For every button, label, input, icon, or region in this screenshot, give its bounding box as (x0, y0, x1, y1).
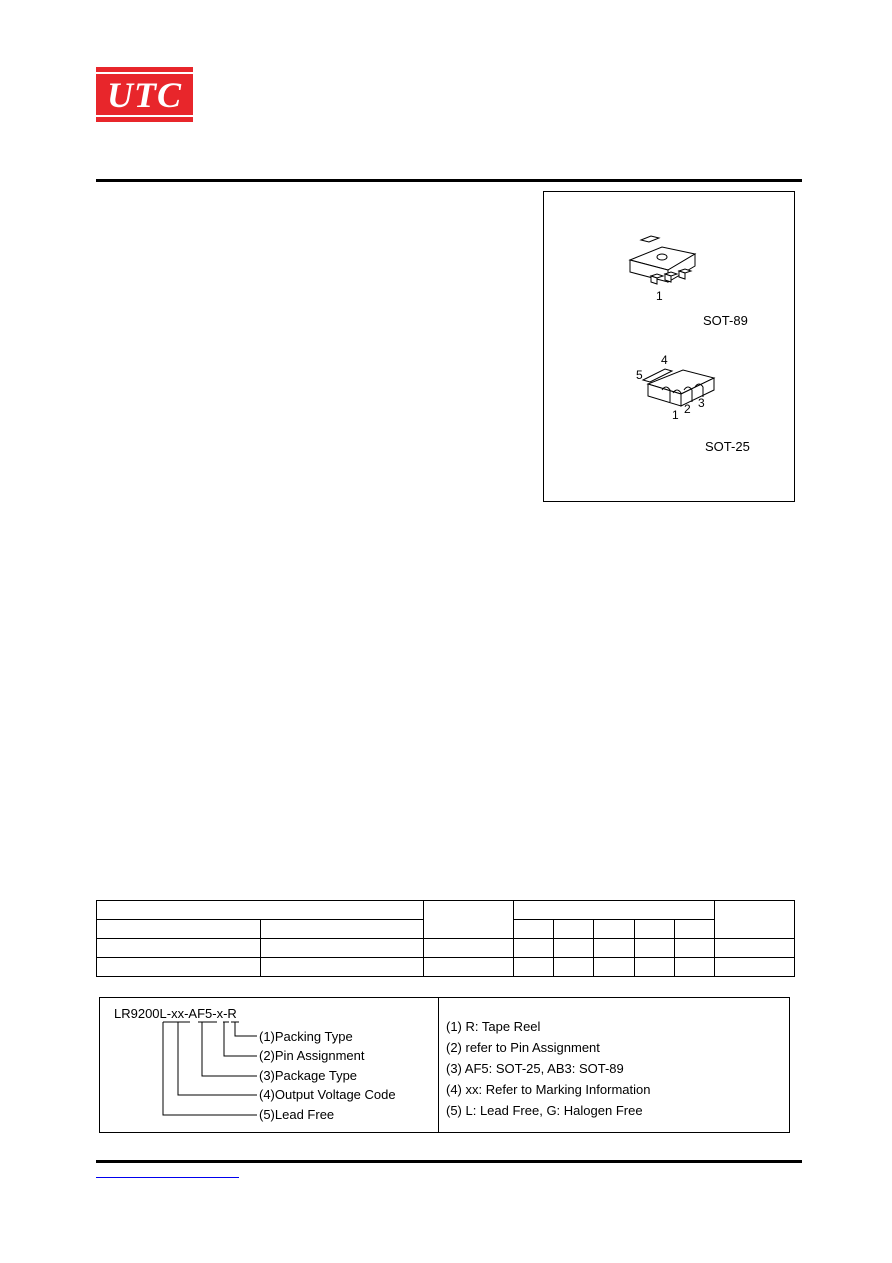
table-cell (715, 939, 795, 958)
table-cell (261, 958, 424, 977)
table-cell (97, 958, 261, 977)
table-cell (635, 939, 675, 958)
sot89-pin1-label: 1 (656, 289, 663, 303)
sot25-pin3-label: 3 (698, 396, 705, 410)
table-cell (554, 939, 594, 958)
ordering-table (96, 900, 795, 977)
part-field-3: (3)Package Type (259, 1068, 358, 1083)
table-cell (715, 901, 795, 939)
sot89-drawing (630, 236, 695, 284)
part-field-2: (2)Pin Assignment (259, 1048, 365, 1063)
table-cell (261, 939, 424, 958)
table-cell (675, 939, 715, 958)
header-rule (96, 179, 802, 182)
sot25-pin4-label: 4 (661, 353, 668, 367)
table-cell (594, 920, 635, 939)
part-note-4: (4) xx: Refer to Marking Information (446, 1082, 651, 1097)
table-cell (514, 958, 554, 977)
table-cell (97, 939, 261, 958)
part-number-code: LR9200L-xx-AF5-x-R (114, 1006, 237, 1021)
sot25-pin5-label: 5 (636, 368, 643, 382)
table-cell (261, 920, 424, 939)
sot25-pin1-label: 1 (672, 408, 679, 422)
table-cell (424, 901, 514, 939)
sot25-pin2-label: 2 (684, 402, 691, 416)
sot25-label: SOT-25 (705, 439, 750, 454)
footer-link-underline[interactable] (96, 1177, 239, 1178)
table-cell (635, 958, 675, 977)
table-cell (514, 939, 554, 958)
part-field-5: (5)Lead Free (259, 1107, 335, 1122)
table-row (97, 939, 795, 958)
utc-logo (96, 67, 193, 122)
part-field-1: (1)Packing Type (259, 1029, 353, 1044)
table-cell (554, 920, 594, 939)
part-number-box (99, 997, 790, 1133)
table-row (97, 958, 795, 977)
table-cell (675, 958, 715, 977)
logo-stripe-top (96, 72, 193, 74)
package-drawings (544, 192, 794, 501)
part-note-2: (2) refer to Pin Assignment (446, 1040, 600, 1055)
part-field-4: (4)Output Voltage Code (259, 1087, 396, 1102)
part-number-divider (438, 998, 439, 1132)
table-cell (594, 939, 635, 958)
footer-rule (96, 1160, 802, 1163)
table-cell (97, 901, 424, 920)
table-cell (514, 920, 554, 939)
table-cell (675, 920, 715, 939)
table-cell (635, 920, 675, 939)
table-cell (424, 958, 514, 977)
part-note-3: (3) AF5: SOT-25, AB3: SOT-89 (446, 1061, 624, 1076)
package-box (543, 191, 795, 502)
logo-stripe-bottom (96, 115, 193, 117)
table-cell (594, 958, 635, 977)
sot89-label: SOT-89 (703, 313, 748, 328)
table-cell (715, 958, 795, 977)
table-cell (514, 901, 715, 920)
table-cell (554, 958, 594, 977)
table-cell (424, 939, 514, 958)
logo-text: UTC (107, 75, 182, 115)
part-note-5: (5) L: Lead Free, G: Halogen Free (446, 1103, 643, 1118)
part-note-1: (1) R: Tape Reel (446, 1019, 541, 1034)
table-cell (97, 920, 261, 939)
table-header-row (97, 901, 795, 920)
